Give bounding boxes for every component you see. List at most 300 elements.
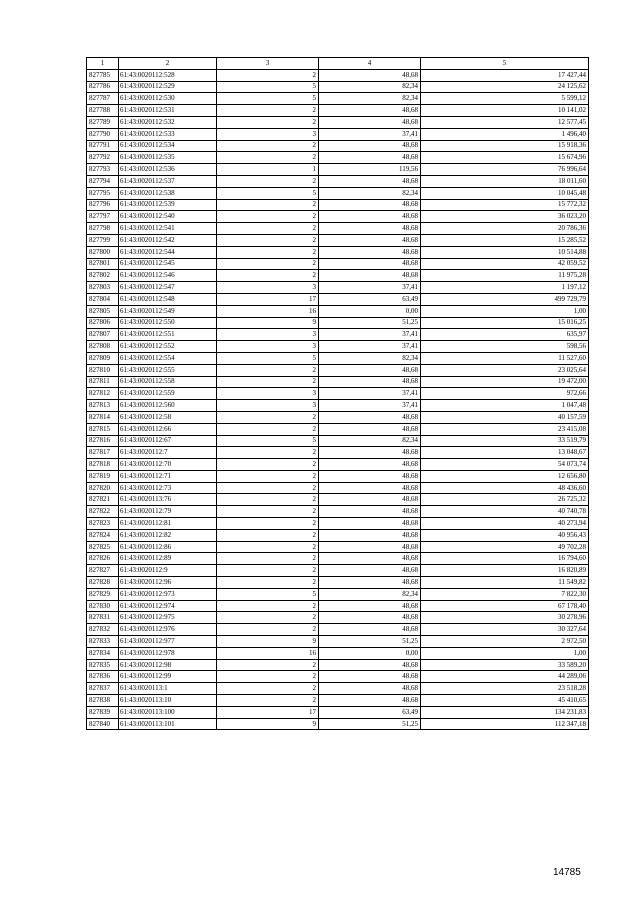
table-row: [87, 482, 589, 494]
rate-cell: 48,68: [319, 223, 421, 235]
value-cell: 5 599,12: [421, 93, 589, 105]
cadastral-number-cell: 61:43:0020112:89: [119, 553, 217, 565]
record-number-cell: 827817: [87, 447, 119, 459]
cadastral-number-cell: 61:43:0020112:533: [119, 128, 217, 140]
rate-cell: 48,68: [319, 364, 421, 376]
value-cell: 44 289,06: [421, 671, 589, 683]
rate-cell: 0,00: [319, 305, 421, 317]
code-cell: 2: [217, 459, 319, 471]
value-cell: 48 436,60: [421, 482, 589, 494]
table-row: [87, 246, 589, 258]
table-row: [87, 659, 589, 671]
record-number-cell: 827789: [87, 116, 119, 128]
cadastral-number-cell: 61:43:0020112:554: [119, 352, 217, 364]
record-number-cell: 827790: [87, 128, 119, 140]
table-row: [87, 706, 589, 718]
value-cell: 1 197,12: [421, 282, 589, 294]
record-number-cell: 827813: [87, 400, 119, 412]
rate-cell: 48,68: [319, 152, 421, 164]
rate-cell: 48,68: [319, 447, 421, 459]
cadastral-number-cell: 61:43:0020112:71: [119, 470, 217, 482]
cadastral-number-cell: 61:43:0020112:555: [119, 364, 217, 376]
table-row: [87, 624, 589, 636]
cadastral-number-cell: 61:43:0020112:82: [119, 529, 217, 541]
rate-cell: 48,68: [319, 553, 421, 565]
code-cell: 2: [217, 364, 319, 376]
record-number-cell: 827793: [87, 164, 119, 176]
rate-cell: 82,34: [319, 187, 421, 199]
cadastral-number-cell: 61:43:0020112:560: [119, 400, 217, 412]
value-cell: 40 740,78: [421, 506, 589, 518]
table-row: [87, 164, 589, 176]
code-cell: 2: [217, 553, 319, 565]
table-row: [87, 553, 589, 565]
rate-cell: 37,41: [319, 329, 421, 341]
code-cell: 3: [217, 128, 319, 140]
code-cell: 2: [217, 69, 319, 81]
code-cell: 2: [217, 411, 319, 423]
value-cell: 972,66: [421, 388, 589, 400]
table-row: [87, 494, 589, 506]
cadastral-number-cell: 61:43:0020113:101: [119, 718, 217, 730]
table-row: [87, 128, 589, 140]
column-header-4: 4: [319, 58, 421, 70]
record-number-cell: 827826: [87, 553, 119, 565]
value-cell: 19 472,00: [421, 376, 589, 388]
table-row: [87, 175, 589, 187]
rate-cell: 48,68: [319, 270, 421, 282]
value-cell: 12 577,45: [421, 116, 589, 128]
rate-cell: 48,68: [319, 506, 421, 518]
column-header-2: 2: [119, 58, 217, 70]
rate-cell: 48,68: [319, 494, 421, 506]
record-number-cell: 827819: [87, 470, 119, 482]
cadastral-number-cell: 61:43:0020112:79: [119, 506, 217, 518]
record-number-cell: 827828: [87, 577, 119, 589]
cadastral-number-cell: 61:43:0020112:551: [119, 329, 217, 341]
record-number-cell: 827812: [87, 388, 119, 400]
record-number-cell: 827815: [87, 423, 119, 435]
cadastral-number-cell: 61:43:0020113:10: [119, 695, 217, 707]
cadastral-number-cell: 61:43:0020112:534: [119, 140, 217, 152]
record-number-cell: 827800: [87, 246, 119, 258]
table-row: [87, 447, 589, 459]
rate-cell: 82,34: [319, 81, 421, 93]
value-cell: 10 045,48: [421, 187, 589, 199]
rate-cell: 82,34: [319, 93, 421, 105]
table-row: [87, 518, 589, 530]
data-table: [86, 57, 589, 730]
rate-cell: 63,49: [319, 706, 421, 718]
rate-cell: 48,68: [319, 612, 421, 624]
value-cell: 598,56: [421, 341, 589, 353]
table-row: [87, 364, 589, 376]
rate-cell: 51,25: [319, 317, 421, 329]
rate-cell: 48,68: [319, 683, 421, 695]
code-cell: 17: [217, 706, 319, 718]
record-number-cell: 827801: [87, 258, 119, 270]
rate-cell: 48,68: [319, 659, 421, 671]
code-cell: 9: [217, 317, 319, 329]
cadastral-number-cell: 61:43:0020112:86: [119, 541, 217, 553]
cadastral-number-cell: 61:43:0020112:536: [119, 164, 217, 176]
record-number-cell: 827814: [87, 411, 119, 423]
rate-cell: 48,68: [319, 211, 421, 223]
table-row: [87, 647, 589, 659]
code-cell: 2: [217, 140, 319, 152]
code-cell: 2: [217, 494, 319, 506]
cadastral-number-cell: 61:43:0020112:540: [119, 211, 217, 223]
table-row: [87, 116, 589, 128]
table-row: [87, 388, 589, 400]
code-cell: 2: [217, 541, 319, 553]
cadastral-number-cell: 61:43:0020112:9: [119, 565, 217, 577]
table-row: [87, 400, 589, 412]
value-cell: 17 427,44: [421, 69, 589, 81]
cadastral-number-cell: 61:43:0020112:73: [119, 482, 217, 494]
value-cell: 67 178,40: [421, 600, 589, 612]
cadastral-number-cell: 61:43:0020112:531: [119, 105, 217, 117]
rate-cell: 48,68: [319, 470, 421, 482]
cadastral-number-cell: 61:43:0020112:552: [119, 341, 217, 353]
cadastral-number-cell: 61:43:0020113:1: [119, 683, 217, 695]
cadastral-number-cell: 61:43:0020112:67: [119, 435, 217, 447]
table-row: [87, 329, 589, 341]
record-number-cell: 827791: [87, 140, 119, 152]
table-row: [87, 577, 589, 589]
table-header: [87, 58, 589, 70]
table-row: [87, 636, 589, 648]
table-row: [87, 234, 589, 246]
record-number-cell: 827786: [87, 81, 119, 93]
table-row: [87, 140, 589, 152]
code-cell: 2: [217, 223, 319, 235]
value-cell: 18 011,60: [421, 175, 589, 187]
code-cell: 2: [217, 659, 319, 671]
column-header-5: 5: [421, 58, 589, 70]
record-number-cell: 827835: [87, 659, 119, 671]
code-cell: 2: [217, 577, 319, 589]
code-cell: 3: [217, 282, 319, 294]
record-number-cell: 827833: [87, 636, 119, 648]
code-cell: 1: [217, 164, 319, 176]
value-cell: 11 975,28: [421, 270, 589, 282]
cadastral-number-cell: 61:43:0020112:558: [119, 376, 217, 388]
value-cell: 23 025,64: [421, 364, 589, 376]
value-cell: 23 415,08: [421, 423, 589, 435]
code-cell: 16: [217, 647, 319, 659]
code-cell: 2: [217, 529, 319, 541]
rate-cell: 37,41: [319, 388, 421, 400]
record-number-cell: 827822: [87, 506, 119, 518]
rate-cell: 48,68: [319, 600, 421, 612]
record-number-cell: 827820: [87, 482, 119, 494]
rate-cell: 51,25: [319, 636, 421, 648]
rate-cell: 48,68: [319, 234, 421, 246]
record-number-cell: 827836: [87, 671, 119, 683]
code-cell: 2: [217, 671, 319, 683]
code-cell: 5: [217, 352, 319, 364]
value-cell: 76 996,64: [421, 164, 589, 176]
code-cell: 5: [217, 588, 319, 600]
value-cell: 15 674,96: [421, 152, 589, 164]
value-cell: 30 327,64: [421, 624, 589, 636]
rate-cell: 48,68: [319, 695, 421, 707]
rate-cell: 37,41: [319, 400, 421, 412]
cadastral-number-cell: 61:43:0020113:100: [119, 706, 217, 718]
record-number-cell: 827805: [87, 305, 119, 317]
rate-cell: 48,68: [319, 411, 421, 423]
value-cell: 45 410,65: [421, 695, 589, 707]
code-cell: 2: [217, 423, 319, 435]
cadastral-number-cell: 61:43:0020112:537: [119, 175, 217, 187]
value-cell: 499 729,79: [421, 293, 589, 305]
cadastral-number-cell: 61:43:0020112:544: [119, 246, 217, 258]
cadastral-number-cell: 61:43:0020112:550: [119, 317, 217, 329]
value-cell: 33 519,79: [421, 435, 589, 447]
document-sheet: [86, 57, 589, 730]
cadastral-number-cell: 61:43:0020112:548: [119, 293, 217, 305]
code-cell: 2: [217, 683, 319, 695]
code-cell: 2: [217, 211, 319, 223]
cadastral-number-cell: 61:43:0020112:99: [119, 671, 217, 683]
table-row: [87, 459, 589, 471]
table-row: [87, 565, 589, 577]
table-row: [87, 282, 589, 294]
rate-cell: 48,68: [319, 529, 421, 541]
table-row: [87, 435, 589, 447]
record-number-cell: 827787: [87, 93, 119, 105]
code-cell: 2: [217, 482, 319, 494]
rate-cell: 82,34: [319, 435, 421, 447]
code-cell: 2: [217, 518, 319, 530]
record-number-cell: 827809: [87, 352, 119, 364]
table-row: [87, 529, 589, 541]
value-cell: 42 059,52: [421, 258, 589, 270]
code-cell: 2: [217, 612, 319, 624]
table-row: [87, 506, 589, 518]
table-row: [87, 293, 589, 305]
cadastral-number-cell: 61:43:0020112:973: [119, 588, 217, 600]
code-cell: 2: [217, 152, 319, 164]
code-cell: 9: [217, 636, 319, 648]
table-row: [87, 352, 589, 364]
value-cell: 12 656,80: [421, 470, 589, 482]
code-cell: 2: [217, 376, 319, 388]
table-row: [87, 470, 589, 482]
code-cell: 5: [217, 81, 319, 93]
value-cell: 10 141,02: [421, 105, 589, 117]
value-cell: 15 918,36: [421, 140, 589, 152]
rate-cell: 48,68: [319, 105, 421, 117]
code-cell: 2: [217, 105, 319, 117]
record-number-cell: 827810: [87, 364, 119, 376]
cadastral-number-cell: 61:43:0020112:98: [119, 659, 217, 671]
value-cell: 15 016,25: [421, 317, 589, 329]
table-row: [87, 718, 589, 730]
cadastral-number-cell: 61:43:0020112:976: [119, 624, 217, 636]
rate-cell: 48,68: [319, 518, 421, 530]
cadastral-number-cell: 61:43:0020112:978: [119, 647, 217, 659]
table-row: [87, 223, 589, 235]
table-row: [87, 187, 589, 199]
record-number-cell: 827839: [87, 706, 119, 718]
record-number-cell: 827818: [87, 459, 119, 471]
table-row: [87, 258, 589, 270]
cadastral-number-cell: 61:43:0020112:535: [119, 152, 217, 164]
rate-cell: 48,68: [319, 258, 421, 270]
table-body: [87, 69, 589, 730]
code-cell: 2: [217, 116, 319, 128]
value-cell: 33 589,20: [421, 659, 589, 671]
table-row: [87, 152, 589, 164]
table-row: [87, 541, 589, 553]
rate-cell: 119,56: [319, 164, 421, 176]
table-row: [87, 600, 589, 612]
rate-cell: 48,68: [319, 175, 421, 187]
table-row: [87, 211, 589, 223]
rate-cell: 48,68: [319, 671, 421, 683]
record-number-cell: 827792: [87, 152, 119, 164]
value-cell: 1 496,40: [421, 128, 589, 140]
value-cell: 40 956,43: [421, 529, 589, 541]
record-number-cell: 827806: [87, 317, 119, 329]
record-number-cell: 827823: [87, 518, 119, 530]
record-number-cell: 827804: [87, 293, 119, 305]
code-cell: 2: [217, 447, 319, 459]
cadastral-number-cell: 61:43:0020112:549: [119, 305, 217, 317]
record-number-cell: 827788: [87, 105, 119, 117]
value-cell: 134 231,83: [421, 706, 589, 718]
cadastral-number-cell: 61:43:0020112:58: [119, 411, 217, 423]
record-number-cell: 827824: [87, 529, 119, 541]
value-cell: 10 514,88: [421, 246, 589, 258]
code-cell: 2: [217, 470, 319, 482]
table-row: [87, 317, 589, 329]
code-cell: 5: [217, 93, 319, 105]
rate-cell: 51,25: [319, 718, 421, 730]
rate-cell: 48,68: [319, 423, 421, 435]
table-row: [87, 199, 589, 211]
cadastral-number-cell: 61:43:0020112:538: [119, 187, 217, 199]
rate-cell: 48,68: [319, 565, 421, 577]
value-cell: 1,00: [421, 305, 589, 317]
cadastral-number-cell: 61:43:0020112:70: [119, 459, 217, 471]
record-number-cell: 827797: [87, 211, 119, 223]
rate-cell: 48,68: [319, 482, 421, 494]
page-number: 14785: [553, 867, 581, 878]
value-cell: 112 347,18: [421, 718, 589, 730]
table-row: [87, 612, 589, 624]
table-row: [87, 341, 589, 353]
cadastral-number-cell: 61:43:0020112:559: [119, 388, 217, 400]
code-cell: 2: [217, 270, 319, 282]
rate-cell: 82,34: [319, 352, 421, 364]
record-number-cell: 827808: [87, 341, 119, 353]
value-cell: 7 822,30: [421, 588, 589, 600]
value-cell: 16 820,89: [421, 565, 589, 577]
rate-cell: 48,68: [319, 199, 421, 211]
table-row: [87, 683, 589, 695]
value-cell: 15 285,52: [421, 234, 589, 246]
code-cell: 3: [217, 400, 319, 412]
value-cell: 1,00: [421, 647, 589, 659]
table-row: [87, 411, 589, 423]
code-cell: 3: [217, 341, 319, 353]
rate-cell: 48,68: [319, 246, 421, 258]
code-cell: 9: [217, 718, 319, 730]
cadastral-number-cell: 61:43:0020112:529: [119, 81, 217, 93]
record-number-cell: 827821: [87, 494, 119, 506]
record-number-cell: 827838: [87, 695, 119, 707]
column-header-3: 3: [217, 58, 319, 70]
record-number-cell: 827803: [87, 282, 119, 294]
rate-cell: 63,49: [319, 293, 421, 305]
record-number-cell: 827834: [87, 647, 119, 659]
table-row: [87, 270, 589, 282]
table-row: [87, 671, 589, 683]
table-row: [87, 305, 589, 317]
rate-cell: 37,41: [319, 341, 421, 353]
record-number-cell: 827829: [87, 588, 119, 600]
cadastral-number-cell: 61:43:0020112:547: [119, 282, 217, 294]
record-number-cell: 827796: [87, 199, 119, 211]
table-row: [87, 69, 589, 81]
cadastral-number-cell: 61:43:0020113:76: [119, 494, 217, 506]
code-cell: 5: [217, 187, 319, 199]
value-cell: 2 972,50: [421, 636, 589, 648]
record-number-cell: 827794: [87, 175, 119, 187]
cadastral-number-cell: 61:43:0020112:96: [119, 577, 217, 589]
record-number-cell: 827832: [87, 624, 119, 636]
cadastral-number-cell: 61:43:0020112:977: [119, 636, 217, 648]
code-cell: 16: [217, 305, 319, 317]
rate-cell: 48,68: [319, 541, 421, 553]
rate-cell: 37,41: [319, 282, 421, 294]
record-number-cell: 827827: [87, 565, 119, 577]
record-number-cell: 827830: [87, 600, 119, 612]
rate-cell: 82,34: [319, 588, 421, 600]
code-cell: 2: [217, 199, 319, 211]
code-cell: 3: [217, 329, 319, 341]
record-number-cell: 827825: [87, 541, 119, 553]
code-cell: 2: [217, 506, 319, 518]
value-cell: 16 794,60: [421, 553, 589, 565]
table-row: [87, 81, 589, 93]
rate-cell: 48,68: [319, 376, 421, 388]
cadastral-number-cell: 61:43:0020112:530: [119, 93, 217, 105]
cadastral-number-cell: 61:43:0020112:545: [119, 258, 217, 270]
record-number-cell: 827795: [87, 187, 119, 199]
code-cell: 2: [217, 565, 319, 577]
cadastral-number-cell: 61:43:0020112:546: [119, 270, 217, 282]
value-cell: 23 518,28: [421, 683, 589, 695]
value-cell: 30 278,96: [421, 612, 589, 624]
code-cell: 17: [217, 293, 319, 305]
rate-cell: 48,68: [319, 459, 421, 471]
value-cell: 15 772,32: [421, 199, 589, 211]
code-cell: 2: [217, 624, 319, 636]
cadastral-number-cell: 61:43:0020112:975: [119, 612, 217, 624]
record-number-cell: 827837: [87, 683, 119, 695]
table-row: [87, 695, 589, 707]
value-cell: 49 702,28: [421, 541, 589, 553]
cadastral-number-cell: 61:43:0020112:542: [119, 234, 217, 246]
cadastral-number-cell: 61:43:0020112:539: [119, 199, 217, 211]
code-cell: 2: [217, 246, 319, 258]
cadastral-number-cell: 61:43:0020112:81: [119, 518, 217, 530]
value-cell: 11 549,82: [421, 577, 589, 589]
